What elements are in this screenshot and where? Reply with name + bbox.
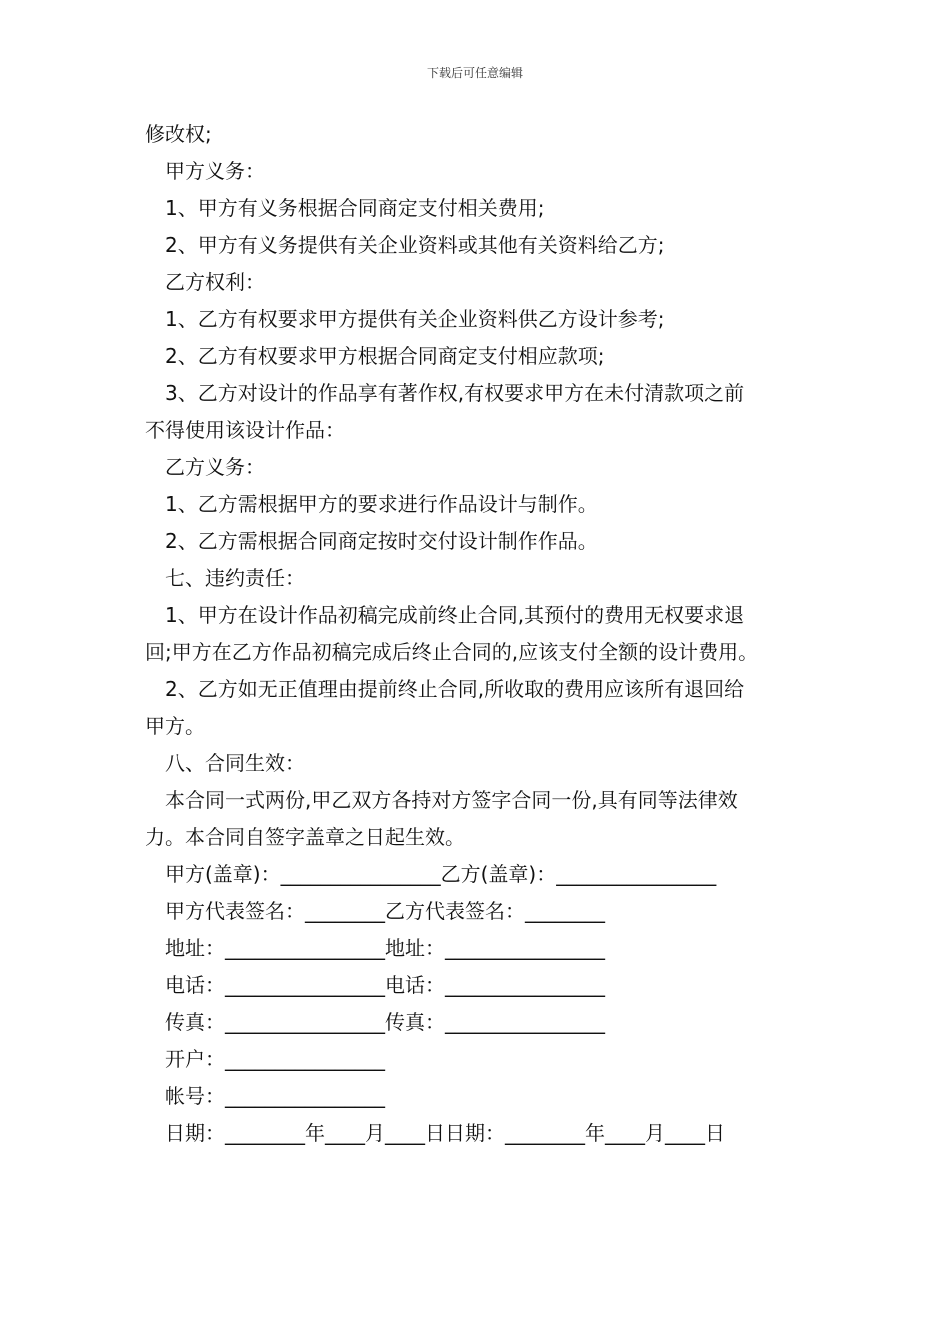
clause-item: 1、甲方有义务根据合同商定支付相关费用;: [165, 196, 545, 220]
clause-item: 1、乙方需根据甲方的要求进行作品设计与制作。: [165, 492, 598, 516]
section-heading: 乙方权利：: [165, 270, 265, 294]
account-line: 帐号：________________: [165, 1084, 385, 1108]
paragraph-line: 本合同一式两份,甲乙双方各持对方签字合同一份,具有同等法律效: [165, 788, 738, 812]
clause-item: 2、乙方有权要求甲方根据合同商定支付相应款项;: [165, 344, 605, 368]
address-line: 地址：________________地址：________________: [165, 936, 605, 960]
clause-item: 2、乙方需根据合同商定按时交付设计制作作品。: [165, 529, 598, 553]
page-header: 下载后可任意编辑: [426, 66, 523, 80]
text-line: 回;甲方在乙方作品初稿完成后终止合同的,应该支付全额的设计费用。: [145, 640, 759, 664]
signature-line: 甲方(盖章)：________________乙方(盖章)：________________: [165, 862, 717, 886]
text-line: 不得使用该设计作品：: [145, 418, 345, 442]
signature-line: 甲方代表签名：________乙方代表签名：________: [165, 899, 605, 923]
fax-line: 传真：________________传真：________________: [165, 1010, 605, 1034]
document-body: [145, 116, 825, 1152]
section-heading: 八、合同生效：: [165, 751, 305, 775]
clause-item: 1、甲方在设计作品初稿完成前终止合同,其预付的费用无权要求退: [165, 603, 745, 627]
text-line: 甲方。: [145, 714, 205, 738]
clause-item: 1、乙方有权要求甲方提供有关企业资料供乙方设计参考;: [165, 307, 665, 331]
clause-item: 2、乙方如无正值理由提前终止合同,所收取的费用应该所有退回给: [165, 677, 745, 701]
section-heading: 甲方义务：: [165, 159, 265, 183]
text-line: 力。本合同自签字盖章之日起生效。: [145, 825, 465, 849]
phone-line: 电话：________________电话：________________: [165, 973, 605, 997]
clause-item: 3、乙方对设计的作品享有著作权,有权要求甲方在未付清款项之前: [165, 381, 745, 405]
clause-item: 2、甲方有义务提供有关企业资料或其他有关资料给乙方;: [165, 233, 665, 257]
text-line: 修改权;: [145, 122, 212, 146]
section-heading: 乙方义务：: [165, 455, 265, 479]
section-heading: 七、违约责任：: [165, 566, 305, 590]
date-line: 日期：________年____月____日日期：________年____月____日: [165, 1121, 725, 1145]
bank-line: 开户：________________: [165, 1047, 385, 1071]
